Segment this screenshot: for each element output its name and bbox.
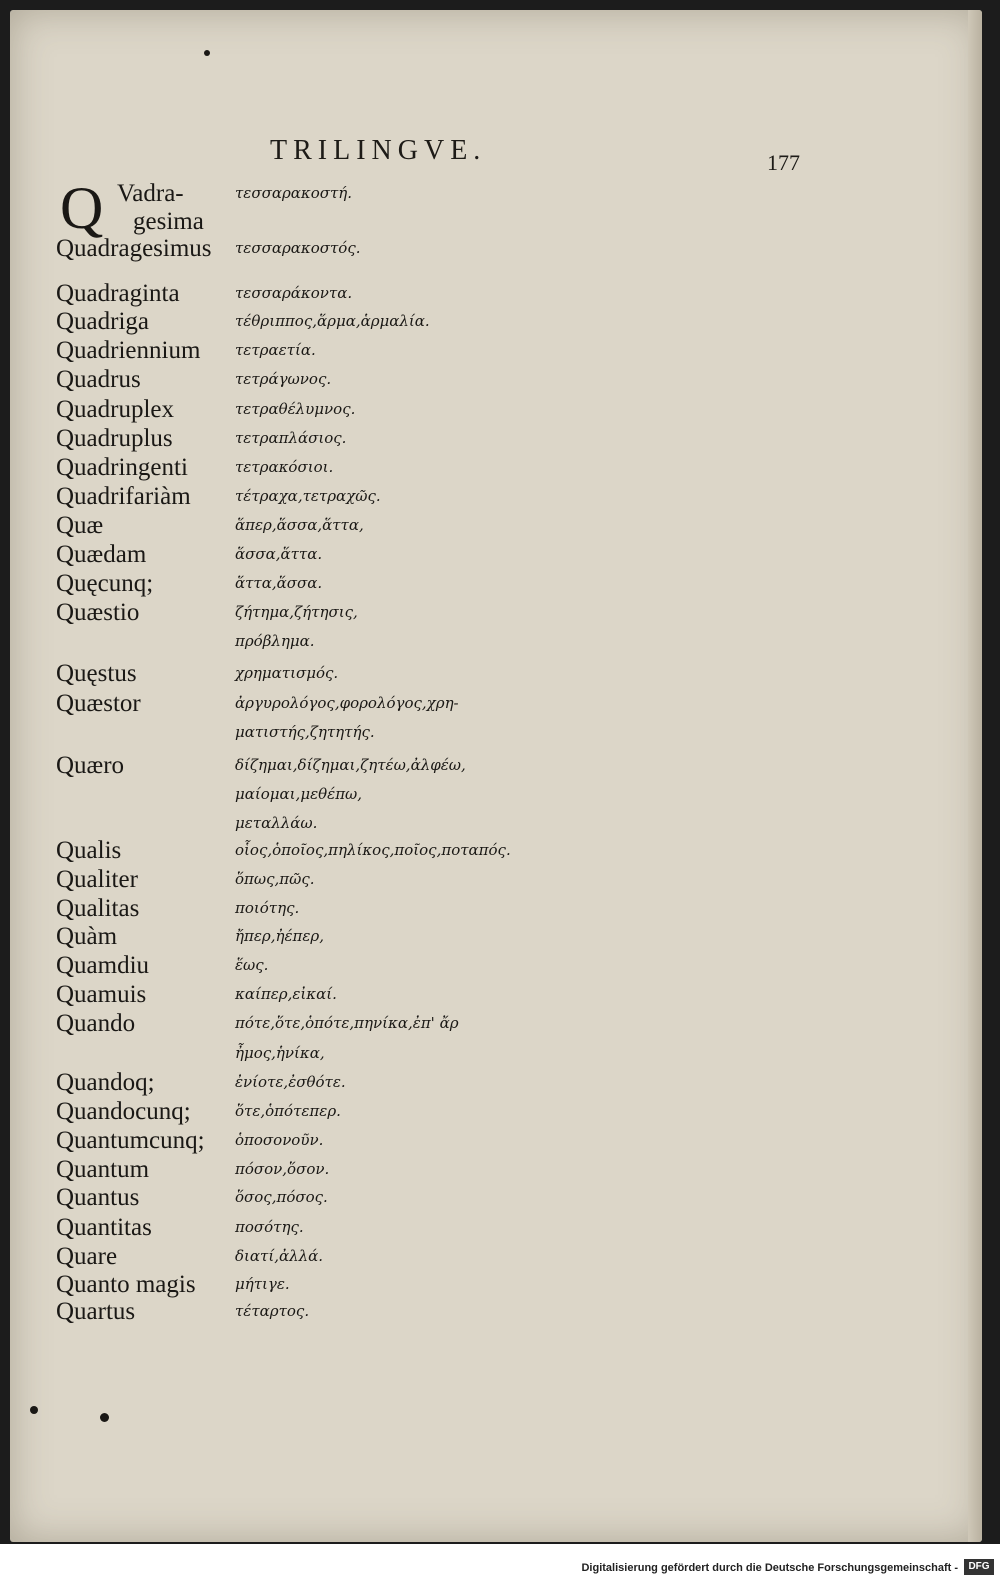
- footer-bar: [0, 1546, 1000, 1583]
- greek-gloss: ἀργυρολόγος,φορολόγος,χρη-: [235, 694, 459, 712]
- greek-gloss: ἅττα,ἅσσα.: [235, 574, 323, 592]
- latin-term: Quartus: [56, 1298, 136, 1325]
- latin-term: Qualitas: [56, 895, 140, 922]
- latin-term: Quandoq;: [56, 1069, 155, 1096]
- latin-term: gesima: [133, 208, 204, 235]
- latin-term: Quadrus: [56, 366, 141, 393]
- greek-gloss: τετρακόσιοι.: [235, 458, 334, 476]
- greek-gloss: ἕως.: [235, 956, 269, 974]
- greek-gloss: ποιότης.: [235, 899, 300, 917]
- greek-gloss: τετράγωνος.: [235, 370, 332, 388]
- greek-gloss: καίπερ,εἰκαί.: [235, 985, 337, 1003]
- latin-term: Quadruplex: [56, 396, 175, 423]
- greek-gloss: τετραετία.: [235, 341, 316, 359]
- latin-term: Quadraginta: [56, 280, 180, 307]
- greek-gloss: ἤπερ,ἠέπερ,: [235, 927, 325, 945]
- latin-term: Quæstio: [56, 599, 140, 626]
- greek-gloss: τέταρτος.: [235, 1302, 310, 1320]
- greek-gloss: ματιστής,ζητητής.: [235, 723, 375, 741]
- drop-initial: Q: [60, 175, 104, 241]
- latin-term: Vadra-: [117, 180, 184, 207]
- latin-term: Quæstor: [56, 690, 141, 717]
- greek-gloss: ἅπερ,ἅσσα,ἅττα,: [235, 516, 364, 534]
- greek-gloss: δίζημαι,δίζημαι,ζητέω,ἀλφέω,: [235, 756, 466, 774]
- greek-gloss: πρόβλημα.: [235, 632, 315, 650]
- greek-gloss: τεσσαράκοντα.: [235, 284, 353, 302]
- dfg-logo: DFG: [964, 1559, 994, 1575]
- latin-term: Quanto magis: [56, 1271, 196, 1298]
- latin-term: Quadruplus: [56, 425, 173, 452]
- greek-gloss: ζήτημα,ζήτησις,: [235, 603, 358, 621]
- greek-gloss: ὅσος,πόσος.: [235, 1188, 328, 1206]
- greek-gloss: τέτραχα,τετραχῶς.: [235, 487, 381, 505]
- greek-gloss: χρηματισμός.: [235, 664, 339, 682]
- latin-term: Quantus: [56, 1184, 140, 1211]
- latin-term: Quantitas: [56, 1214, 152, 1241]
- latin-term: Quæ: [56, 512, 104, 539]
- greek-gloss: τετραπλάσιος.: [235, 429, 347, 447]
- latin-term: Quadriga: [56, 308, 150, 335]
- latin-term: Quamuis: [56, 981, 147, 1008]
- latin-term: Quęstus: [56, 660, 137, 687]
- latin-term: Quantum: [56, 1156, 150, 1183]
- latin-term: Quàm: [56, 923, 118, 950]
- greek-gloss: ἅσσα,ἅττα.: [235, 545, 323, 563]
- greek-gloss: ὅτε,ὁπότεπερ.: [235, 1102, 341, 1120]
- greek-gloss: οἷος,ὁποῖος,πηλίκος,ποῖος,ποταπός.: [235, 841, 511, 859]
- greek-gloss: πότε,ὅτε,ὁπότε,πηνίκα,ἐπ' ἄρ: [235, 1014, 459, 1032]
- greek-gloss: τετραθέλυμνος.: [235, 400, 356, 418]
- greek-gloss: διατί,ἀλλά.: [235, 1247, 324, 1265]
- latin-term: Quadrifariàm: [56, 483, 191, 510]
- greek-gloss: μήτιγε.: [235, 1275, 290, 1293]
- greek-gloss: τεσσαρακοστή.: [235, 184, 353, 202]
- greek-gloss: ὁποσονοῦν.: [235, 1131, 324, 1149]
- greek-gloss: τεσσαρακοστός.: [235, 239, 361, 257]
- latin-term: Quęcunq;: [56, 570, 154, 597]
- latin-term: Quadriennium: [56, 337, 201, 364]
- funding-credit: Digitalisierung gefördert durch die Deutsche Forschungsgemeinschaft -: [581, 1562, 958, 1574]
- latin-term: Quæro: [56, 752, 125, 779]
- greek-gloss: τέθριππος,ἅρμα,ἁρμαλία.: [235, 312, 430, 330]
- greek-gloss: μεταλλάω.: [235, 814, 318, 832]
- greek-gloss: ἦμος,ἡνίκα,: [235, 1044, 325, 1062]
- latin-term: Qualis: [56, 837, 122, 864]
- latin-term: Quadringenti: [56, 454, 188, 481]
- latin-term: Quædam: [56, 541, 147, 568]
- latin-term: Quandocunq;: [56, 1098, 191, 1125]
- latin-term: Qualiter: [56, 866, 138, 893]
- greek-gloss: μαίομαι,μεθέπω,: [235, 785, 363, 803]
- latin-term: Quantumcunq;: [56, 1127, 205, 1154]
- greek-gloss: ποσότης.: [235, 1218, 304, 1236]
- latin-term: Quamdiu: [56, 952, 150, 979]
- latin-term: Quadragesimus: [56, 235, 212, 262]
- greek-gloss: ἐνίοτε,ἐσθότε.: [235, 1073, 346, 1091]
- latin-term: Quare: [56, 1243, 118, 1270]
- latin-term: Quando: [56, 1010, 136, 1037]
- greek-gloss: πόσον,ὅσον.: [235, 1160, 330, 1178]
- greek-gloss: ὅπως,πῶς.: [235, 870, 315, 888]
- page-edge: [968, 10, 982, 1542]
- folio-number: 177: [767, 150, 800, 175]
- ink-speck: [100, 1413, 109, 1422]
- ink-speck: [204, 50, 210, 56]
- ink-speck: [30, 1406, 38, 1414]
- running-head: TRILINGVE.: [270, 135, 487, 166]
